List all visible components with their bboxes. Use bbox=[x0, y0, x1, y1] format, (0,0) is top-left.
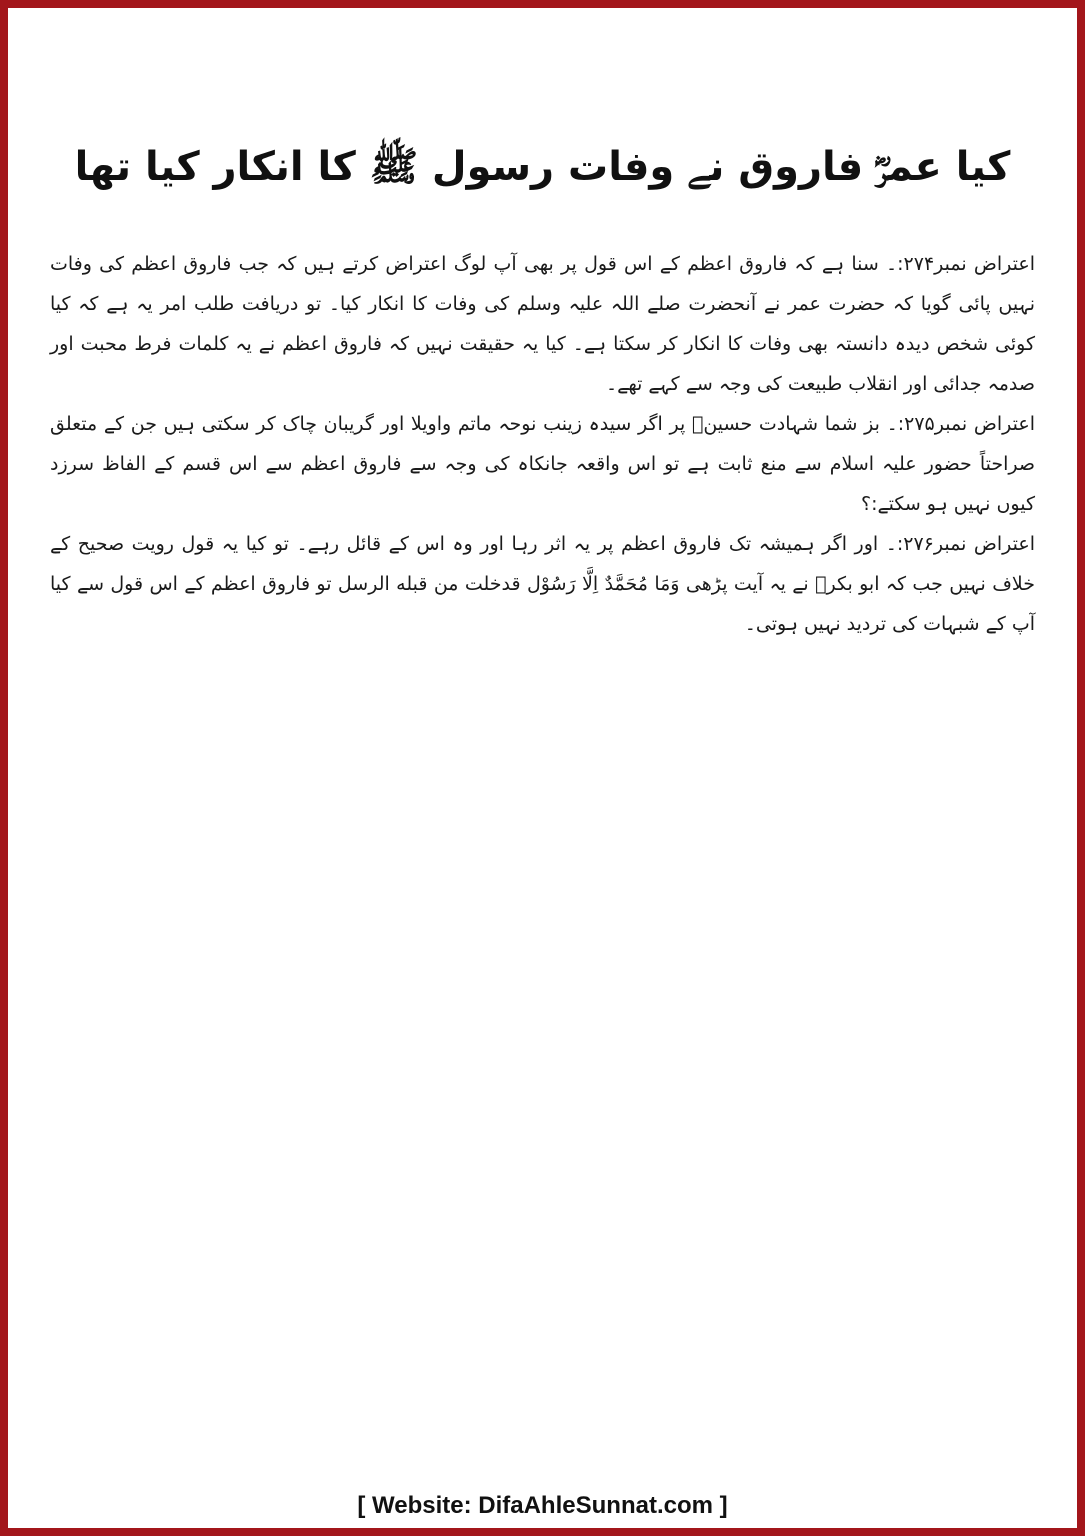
objection-274: اعتراض نمبر۲۷۴:۔ سنا ہے کہ فاروق اعظم کے اس قول پر بھی آپ لوگ اعتراض کرتے ہیں کہ جب فاروق اعظم کی وفات نہیں پائی گویا کہ حضرت عمر نے آنحضرت صلے اللہ علیہ وسلم کی وفات کا انکار کیا۔ تو دریافت طلب امر یہ ہے کہ کیا کوئی شخص دیدہ دانستہ بھی وفات کا انکار کر سکتا ہے۔ کیا یہ حقیقت نہیں کہ فاروق اعظم نے یہ کلمات فرط محبت اور صدمہ جدائی اور انقلاب طبیعت کی وجہ سے کہے تھے۔ bbox=[50, 253, 1035, 395]
objection-275: اعتراض نمبر۲۷۵:۔ بز شما شہادت حسینؓ پر اگر سیدہ زینب نوحہ ماتم واویلا اور گریبان چاک کر سکتی ہیں جن کے متعلق صراحتاً حضور علیہ اسلام سے منع ثابت ہے تو اس واقعہ جانکاہ کی وجہ سے فاروق اعظم سے اس قسم کے الفاظ سرزد کیوں نہیں ہو سکتے:؟ bbox=[50, 413, 1035, 515]
article-body bbox=[50, 244, 1035, 644]
objection-276: اعتراض نمبر۲۷۶:۔ اور اگر ہمیشہ تک فاروق اعظم پر یہ اثر رہا اور وہ اس کے قائل رہے۔ تو کیا یہ قول رویت صحیح کے خلاف نہیں جب کہ ابو بکرؓ نے یہ آیت پڑھی وَمَا مُحَمَّدٌ اِلَّا رَسُوْل قدخلت من قبله الرسل تو فاروق اعظم کے اس قول سے کیا آپ کے شبہات کی تردید نہیں ہوتی۔ bbox=[50, 533, 1035, 635]
website-footer: [ Website: DifaAhleSunnat.com ] bbox=[357, 1492, 728, 1519]
page-title: کیا عمرؓ فاروق نے وفات رسول ﷺ کا انکار کیا تھا bbox=[74, 143, 1011, 190]
